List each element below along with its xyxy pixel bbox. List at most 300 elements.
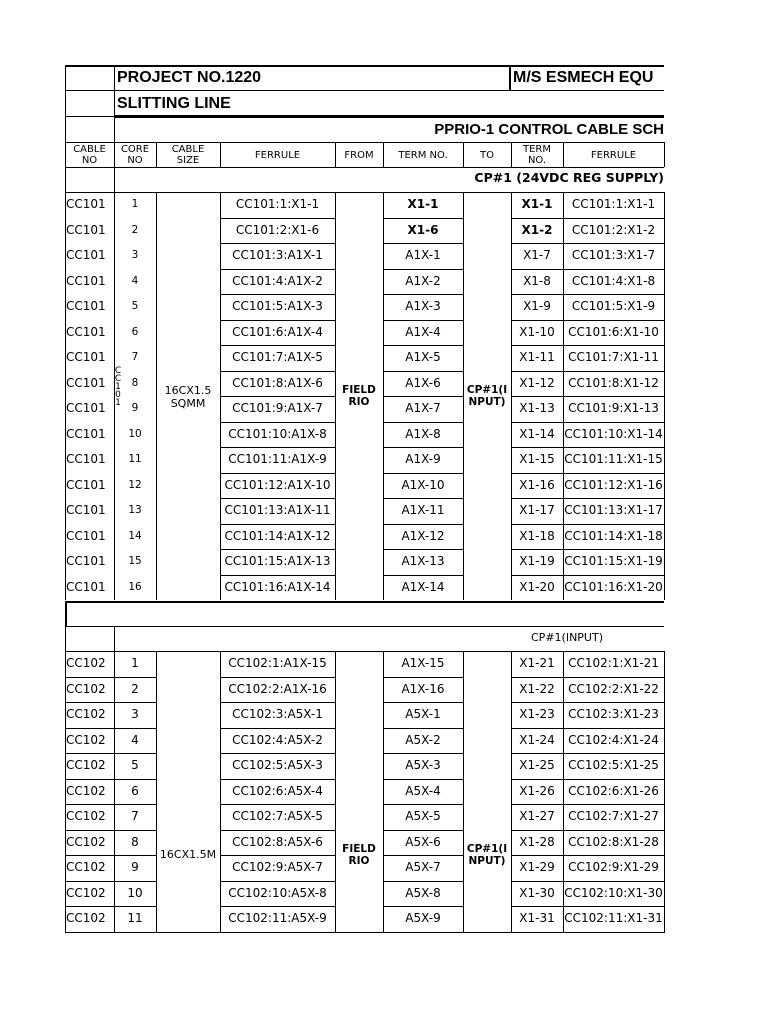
- ferrule-from-cell: CC101:1:X1-1: [235, 197, 320, 211]
- term-from-cell: A1X-11: [401, 503, 445, 517]
- core-no-cell: 2: [131, 681, 139, 696]
- grid-line: [220, 702, 335, 703]
- column-header: TERM NO.: [398, 149, 448, 161]
- cable-no-cell: CC101: [66, 273, 106, 288]
- grid-line: [114, 90, 664, 91]
- ferrule-to-cell: CC102:9:X1-29: [568, 860, 659, 874]
- core-no-cell: 10: [127, 885, 143, 900]
- ferrule-from-cell: CC102:10:A5X-8: [228, 885, 327, 900]
- ferrule-from-cell: CC101:2:X1-6: [235, 222, 320, 237]
- core-no-cell: 2: [131, 223, 139, 236]
- grid-line: [65, 601, 664, 603]
- ferrule-to-cell: CC101:7:X1-11: [568, 350, 659, 364]
- cable-no-cell: CC102: [66, 758, 106, 772]
- section1-to: CP#1(INPUT): [466, 384, 508, 408]
- column-header: FERRULE: [254, 149, 301, 161]
- project-number: PROJECT NO.1220: [117, 69, 262, 86]
- grid-line: [335, 192, 336, 600]
- grid-line: [563, 142, 564, 167]
- grid-line: [383, 243, 463, 244]
- cable-no-cell: CC101: [66, 554, 106, 568]
- ferrule-from-cell: CC101:12:A1X-10: [224, 477, 331, 492]
- term-to-cell: X1-9: [523, 299, 551, 313]
- grid-line: [114, 651, 115, 933]
- cable-no-cell: CC102: [66, 656, 106, 670]
- grid-line: [511, 396, 664, 397]
- grid-line: [511, 243, 664, 244]
- cable-no-cell: CC101: [66, 197, 106, 211]
- section2-to: CP#1(INPUT): [466, 843, 508, 867]
- grid-line: [664, 142, 665, 167]
- ferrule-to-cell: CC102:8:X1-28: [568, 834, 659, 849]
- core-no-cell: 11: [128, 453, 142, 465]
- grid-line: [65, 779, 156, 780]
- grid-line: [114, 192, 115, 600]
- term-to-cell: X1-24: [519, 732, 555, 747]
- grid-line: [511, 345, 664, 346]
- term-from-cell: A5X-9: [405, 911, 441, 925]
- grid-line: [383, 218, 463, 219]
- grid-line: [65, 906, 156, 907]
- term-to-cell: X1-1: [521, 197, 553, 211]
- ferrule-to-cell: CC101:16:X1-20: [564, 579, 663, 594]
- term-from-cell: A1X-8: [405, 426, 441, 441]
- grid-line: [509, 65, 511, 91]
- core-no-cell: 4: [131, 732, 139, 747]
- cable-no-cell: CC101: [66, 528, 106, 543]
- ferrule-to-cell: CC102:2:X1-22: [568, 681, 659, 696]
- grid-line: [114, 65, 115, 142]
- grid-line: [65, 728, 156, 729]
- term-to-cell: X1-2: [521, 222, 553, 237]
- ferrule-from-cell: CC101:7:A1X-5: [232, 350, 323, 364]
- term-to-cell: X1-17: [519, 503, 555, 517]
- ferrule-from-cell: CC101:11:A1X-9: [228, 452, 327, 466]
- column-header: CABLE NO: [73, 144, 106, 166]
- grid-line: [220, 779, 335, 780]
- grid-line: [65, 65, 664, 67]
- core-no-cell: 7: [131, 351, 139, 363]
- term-to-cell: X1-22: [519, 681, 555, 696]
- grid-line: [65, 881, 156, 882]
- grid-line: [220, 243, 335, 244]
- core-no-cell: 11: [127, 911, 143, 925]
- term-from-cell: A1X-13: [401, 554, 445, 568]
- grid-line: [383, 728, 463, 729]
- ferrule-from-cell: CC102:2:A1X-16: [228, 681, 327, 696]
- term-from-cell: X1-6: [407, 222, 439, 237]
- ferrule-to-cell: CC102:3:X1-23: [568, 707, 659, 721]
- grid-line: [65, 90, 114, 91]
- grid-line: [220, 651, 221, 933]
- cable-no-cell: CC101: [66, 222, 106, 237]
- grid-line: [511, 498, 664, 499]
- column-header: CABLE SIZE: [171, 144, 205, 166]
- grid-line: [65, 932, 664, 933]
- grid-line: [114, 627, 115, 651]
- core-no-cell: 15: [128, 555, 142, 567]
- grid-line: [220, 294, 335, 295]
- term-to-cell: X1-26: [519, 783, 555, 798]
- term-from-cell: X1-1: [407, 197, 439, 211]
- term-from-cell: A5X-3: [405, 758, 441, 772]
- cable-no-cell: CC101: [66, 503, 106, 517]
- grid-line: [383, 269, 463, 270]
- term-from-cell: A1X-9: [405, 452, 441, 466]
- grid-line: [511, 830, 664, 831]
- cable-no-cell: CC101: [66, 350, 106, 364]
- ferrule-to-cell: CC102:11:X1-31: [564, 911, 663, 925]
- grid-line: [383, 575, 463, 576]
- core-no-cell: 4: [131, 274, 139, 287]
- ferrule-to-cell: CC102:5:X1-25: [568, 758, 659, 772]
- grid-line: [220, 881, 335, 882]
- cable-no-cell: CC101: [66, 452, 106, 466]
- term-from-cell: A5X-5: [405, 809, 441, 823]
- term-from-cell: A1X-7: [405, 401, 441, 415]
- ferrule-to-cell: CC101:3:X1-7: [571, 248, 656, 262]
- grid-line: [156, 192, 157, 600]
- section2-title: CP#1(INPUT): [531, 631, 603, 644]
- term-to-cell: X1-13: [519, 401, 555, 415]
- grid-line: [511, 855, 664, 856]
- core-no-cell: 14: [128, 529, 142, 542]
- cable-no-cell: CC101: [66, 401, 106, 415]
- core-no-cell: 8: [131, 834, 139, 849]
- core-no-cell: 5: [131, 300, 139, 312]
- term-to-cell: X1-31: [519, 911, 555, 925]
- ferrule-to-cell: CC101:4:X1-8: [571, 273, 656, 288]
- cable-no-cell: CC101: [66, 579, 106, 594]
- core-no-cell: 8: [131, 376, 139, 389]
- cable-no-cell: CC102: [66, 885, 106, 900]
- column-header: TO: [480, 149, 494, 161]
- grid-line: [65, 702, 156, 703]
- cable-no-cell: CC101: [66, 299, 106, 313]
- grid-line: [511, 473, 664, 474]
- grid-line: [220, 142, 221, 167]
- grid-line: [383, 294, 463, 295]
- term-from-cell: A1X-3: [405, 299, 441, 313]
- grid-line: [511, 779, 664, 780]
- core-no-cell: 3: [131, 249, 139, 261]
- grid-line: [463, 142, 464, 167]
- ferrule-to-cell: CC102:10:X1-30: [564, 885, 663, 900]
- section2-cable-size: 16CX1.5M: [159, 848, 217, 861]
- grid-line: [664, 651, 665, 933]
- grid-line: [383, 651, 384, 933]
- ferrule-to-cell: CC101:6:X1-10: [568, 324, 659, 339]
- ferrule-from-cell: CC102:5:A5X-3: [232, 758, 323, 772]
- ferrule-to-cell: CC101:5:X1-9: [571, 299, 656, 313]
- core-no-cell: 6: [131, 325, 139, 338]
- grid-line: [511, 320, 664, 321]
- cable-no-cell: CC101: [66, 248, 106, 262]
- cable-no-cell: CC102: [66, 860, 106, 874]
- grid-line: [335, 651, 336, 933]
- ferrule-from-cell: CC101:13:A1X-11: [224, 503, 331, 517]
- grid-line: [220, 320, 335, 321]
- term-to-cell: X1-18: [519, 528, 555, 543]
- line-name: SLITTING LINE: [117, 95, 231, 112]
- ferrule-to-cell: CC102:7:X1-27: [568, 809, 659, 823]
- cable-no-cell: CC102: [66, 783, 106, 798]
- grid-line: [511, 728, 664, 729]
- grid-line: [383, 371, 463, 372]
- grid-line: [220, 677, 335, 678]
- core-no-cell: 16: [128, 580, 142, 593]
- section1-vertical-tag: CC101: [114, 366, 122, 408]
- section1-cable-size: 16CX1.5 SQMM: [164, 384, 212, 410]
- column-header: FERRULE: [590, 149, 637, 161]
- grid-line: [220, 906, 335, 907]
- term-from-cell: A1X-2: [405, 273, 441, 288]
- grid-line: [65, 753, 156, 754]
- grid-line: [65, 142, 66, 167]
- ferrule-to-cell: CC102:6:X1-26: [568, 783, 659, 798]
- grid-line: [511, 294, 664, 295]
- grid-line: [383, 881, 463, 882]
- grid-line: [511, 575, 664, 576]
- grid-line: [65, 651, 66, 933]
- grid-line: [156, 142, 157, 167]
- cable-no-cell: CC102: [66, 809, 106, 823]
- grid-line: [220, 396, 335, 397]
- term-from-cell: A1X-12: [401, 528, 445, 543]
- ferrule-to-cell: CC101:8:X1-12: [568, 375, 659, 390]
- ferrule-from-cell: CC102:7:A5X-5: [232, 809, 323, 823]
- grid-line: [383, 396, 463, 397]
- grid-line: [220, 498, 335, 499]
- term-to-cell: X1-7: [523, 248, 551, 262]
- core-no-cell: 3: [131, 707, 139, 721]
- grid-line: [511, 524, 664, 525]
- term-to-cell: X1-20: [519, 579, 555, 594]
- grid-line: [65, 65, 66, 142]
- grid-line: [65, 116, 114, 117]
- ferrule-to-cell: CC101:10:X1-14: [564, 426, 663, 441]
- grid-line: [220, 524, 335, 525]
- grid-line: [511, 142, 512, 167]
- grid-line: [383, 906, 463, 907]
- ferrule-from-cell: CC101:5:A1X-3: [232, 299, 323, 313]
- grid-line: [664, 192, 665, 600]
- grid-line: [511, 702, 664, 703]
- core-no-cell: 12: [128, 478, 142, 491]
- grid-line: [511, 422, 664, 423]
- ferrule-to-cell: CC101:15:X1-19: [564, 554, 663, 568]
- grid-line: [511, 881, 664, 882]
- core-no-cell: 9: [131, 860, 139, 874]
- grid-line: [463, 651, 464, 933]
- ferrule-to-cell: CC102:4:X1-24: [568, 732, 659, 747]
- grid-line: [383, 830, 463, 831]
- grid-line: [511, 447, 664, 448]
- term-from-cell: A1X-14: [401, 579, 445, 594]
- grid-line: [114, 167, 115, 192]
- ferrule-from-cell: CC102:11:A5X-9: [228, 911, 327, 925]
- term-from-cell: A5X-2: [405, 732, 441, 747]
- term-to-cell: X1-23: [519, 707, 555, 721]
- term-to-cell: X1-30: [519, 885, 555, 900]
- grid-line: [383, 320, 463, 321]
- ferrule-from-cell: CC101:14:A1X-12: [224, 528, 331, 543]
- cable-no-cell: CC102: [66, 834, 106, 849]
- grid-line: [114, 115, 664, 118]
- grid-line: [65, 830, 156, 831]
- cable-no-cell: CC102: [66, 681, 106, 696]
- ferrule-to-cell: CC101:9:X1-13: [568, 401, 659, 415]
- grid-line: [383, 677, 463, 678]
- ferrule-from-cell: CC101:4:A1X-2: [232, 273, 323, 288]
- grid-line: [220, 804, 335, 805]
- ferrule-from-cell: CC102:3:A5X-1: [232, 707, 323, 721]
- grid-line: [114, 142, 115, 167]
- term-from-cell: A1X-4: [405, 324, 441, 339]
- term-to-cell: X1-14: [519, 426, 555, 441]
- term-from-cell: A5X-4: [405, 783, 441, 798]
- term-to-cell: X1-21: [519, 656, 555, 670]
- core-no-cell: 6: [131, 783, 139, 798]
- cable-no-cell: CC102: [66, 911, 106, 925]
- grid-line: [511, 906, 664, 907]
- core-no-cell: 13: [128, 504, 142, 516]
- cable-no-cell: CC101: [66, 426, 106, 441]
- grid-line: [383, 855, 463, 856]
- core-no-cell: 9: [131, 402, 139, 414]
- schedule-title: PPRIO-1 CONTROL CABLE SCH: [434, 121, 664, 138]
- term-to-cell: X1-8: [523, 273, 551, 288]
- grid-line: [65, 626, 664, 627]
- grid-line: [220, 447, 335, 448]
- term-to-cell: X1-16: [519, 477, 555, 492]
- ferrule-from-cell: CC102:1:A1X-15: [228, 656, 327, 670]
- core-no-cell: 10: [128, 427, 142, 440]
- grid-line: [220, 422, 335, 423]
- grid-line: [383, 422, 463, 423]
- grid-line: [563, 651, 564, 933]
- core-no-cell: 7: [131, 809, 139, 823]
- grid-line: [65, 651, 664, 652]
- grid-line: [220, 192, 221, 600]
- grid-line: [383, 549, 463, 550]
- ferrule-to-cell: CC101:11:X1-15: [564, 452, 663, 466]
- grid-line: [65, 192, 664, 193]
- grid-line: [511, 651, 512, 933]
- term-to-cell: X1-11: [519, 350, 555, 364]
- grid-line: [220, 345, 335, 346]
- term-to-cell: X1-28: [519, 834, 555, 849]
- column-header: FROM: [344, 149, 374, 161]
- grid-line: [65, 142, 664, 143]
- ferrule-from-cell: CC101:8:A1X-6: [232, 375, 323, 390]
- section1-from: FIELD RIO: [342, 384, 376, 408]
- term-from-cell: A1X-5: [405, 350, 441, 364]
- ferrule-from-cell: CC102:6:A5X-4: [232, 783, 323, 798]
- grid-line: [511, 549, 664, 550]
- ferrule-to-cell: CC101:13:X1-17: [564, 503, 663, 517]
- cable-no-cell: CC102: [66, 732, 106, 747]
- grid-line: [383, 702, 463, 703]
- section1-title: CP#1 (24VDC REG SUPPLY): [474, 170, 664, 185]
- ferrule-from-cell: CC101:6:A1X-4: [232, 324, 323, 339]
- grid-line: [65, 627, 66, 651]
- grid-line: [65, 855, 156, 856]
- grid-line: [220, 830, 335, 831]
- grid-line: [220, 269, 335, 270]
- ferrule-to-cell: CC101:14:X1-18: [564, 528, 663, 543]
- ferrule-from-cell: CC102:8:A5X-6: [232, 834, 323, 849]
- term-to-cell: X1-10: [519, 324, 555, 339]
- grid-line: [220, 371, 335, 372]
- grid-line: [65, 677, 156, 678]
- grid-line: [220, 473, 335, 474]
- grid-line: [65, 804, 156, 805]
- term-from-cell: A5X-1: [405, 707, 441, 721]
- grid-line: [511, 269, 664, 270]
- grid-line: [65, 167, 66, 192]
- grid-line: [220, 218, 335, 219]
- term-from-cell: A1X-16: [401, 681, 445, 696]
- cable-no-cell: CC102: [66, 707, 106, 721]
- term-from-cell: A1X-1: [405, 248, 441, 262]
- grid-line: [220, 855, 335, 856]
- grid-line: [383, 753, 463, 754]
- term-to-cell: X1-29: [519, 860, 555, 874]
- term-to-cell: X1-12: [519, 375, 555, 390]
- cable-no-cell: CC101: [66, 477, 106, 492]
- term-from-cell: A5X-7: [405, 860, 441, 874]
- grid-line: [383, 804, 463, 805]
- ferrule-from-cell: CC101:9:A1X-7: [232, 401, 323, 415]
- ferrule-from-cell: CC101:15:A1X-13: [224, 554, 331, 568]
- grid-line: [511, 371, 664, 372]
- ferrule-to-cell: CC102:1:X1-21: [568, 656, 659, 670]
- column-header: TERM NO.: [522, 144, 551, 166]
- grid-line: [383, 447, 463, 448]
- grid-line: [65, 167, 664, 168]
- grid-line: [65, 192, 66, 600]
- grid-line: [383, 345, 463, 346]
- term-from-cell: A1X-15: [401, 656, 445, 670]
- grid-line: [220, 753, 335, 754]
- grid-line: [220, 728, 335, 729]
- term-from-cell: A1X-6: [405, 375, 441, 390]
- term-from-cell: A5X-6: [405, 834, 441, 849]
- core-no-cell: 5: [131, 758, 139, 772]
- core-no-cell: 1: [131, 656, 139, 670]
- grid-line: [383, 142, 384, 167]
- grid-line: [383, 473, 463, 474]
- grid-line: [65, 601, 67, 627]
- grid-line: [156, 651, 157, 933]
- ferrule-from-cell: CC102:9:A5X-7: [232, 860, 323, 874]
- grid-line: [511, 192, 512, 600]
- section2-from: FIELD RIO: [342, 843, 376, 867]
- core-no-cell: 1: [131, 198, 139, 210]
- cable-no-cell: CC101: [66, 375, 106, 390]
- term-to-cell: X1-27: [519, 809, 555, 823]
- ferrule-from-cell: CC101:3:A1X-1: [232, 248, 323, 262]
- grid-line: [563, 192, 564, 600]
- ferrule-to-cell: CC101:2:X1-2: [571, 222, 656, 237]
- ferrule-to-cell: CC101:1:X1-1: [571, 197, 656, 211]
- grid-line: [511, 677, 664, 678]
- grid-line: [383, 779, 463, 780]
- grid-line: [511, 804, 664, 805]
- ferrule-from-cell: CC101:10:A1X-8: [228, 426, 327, 441]
- term-to-cell: X1-15: [519, 452, 555, 466]
